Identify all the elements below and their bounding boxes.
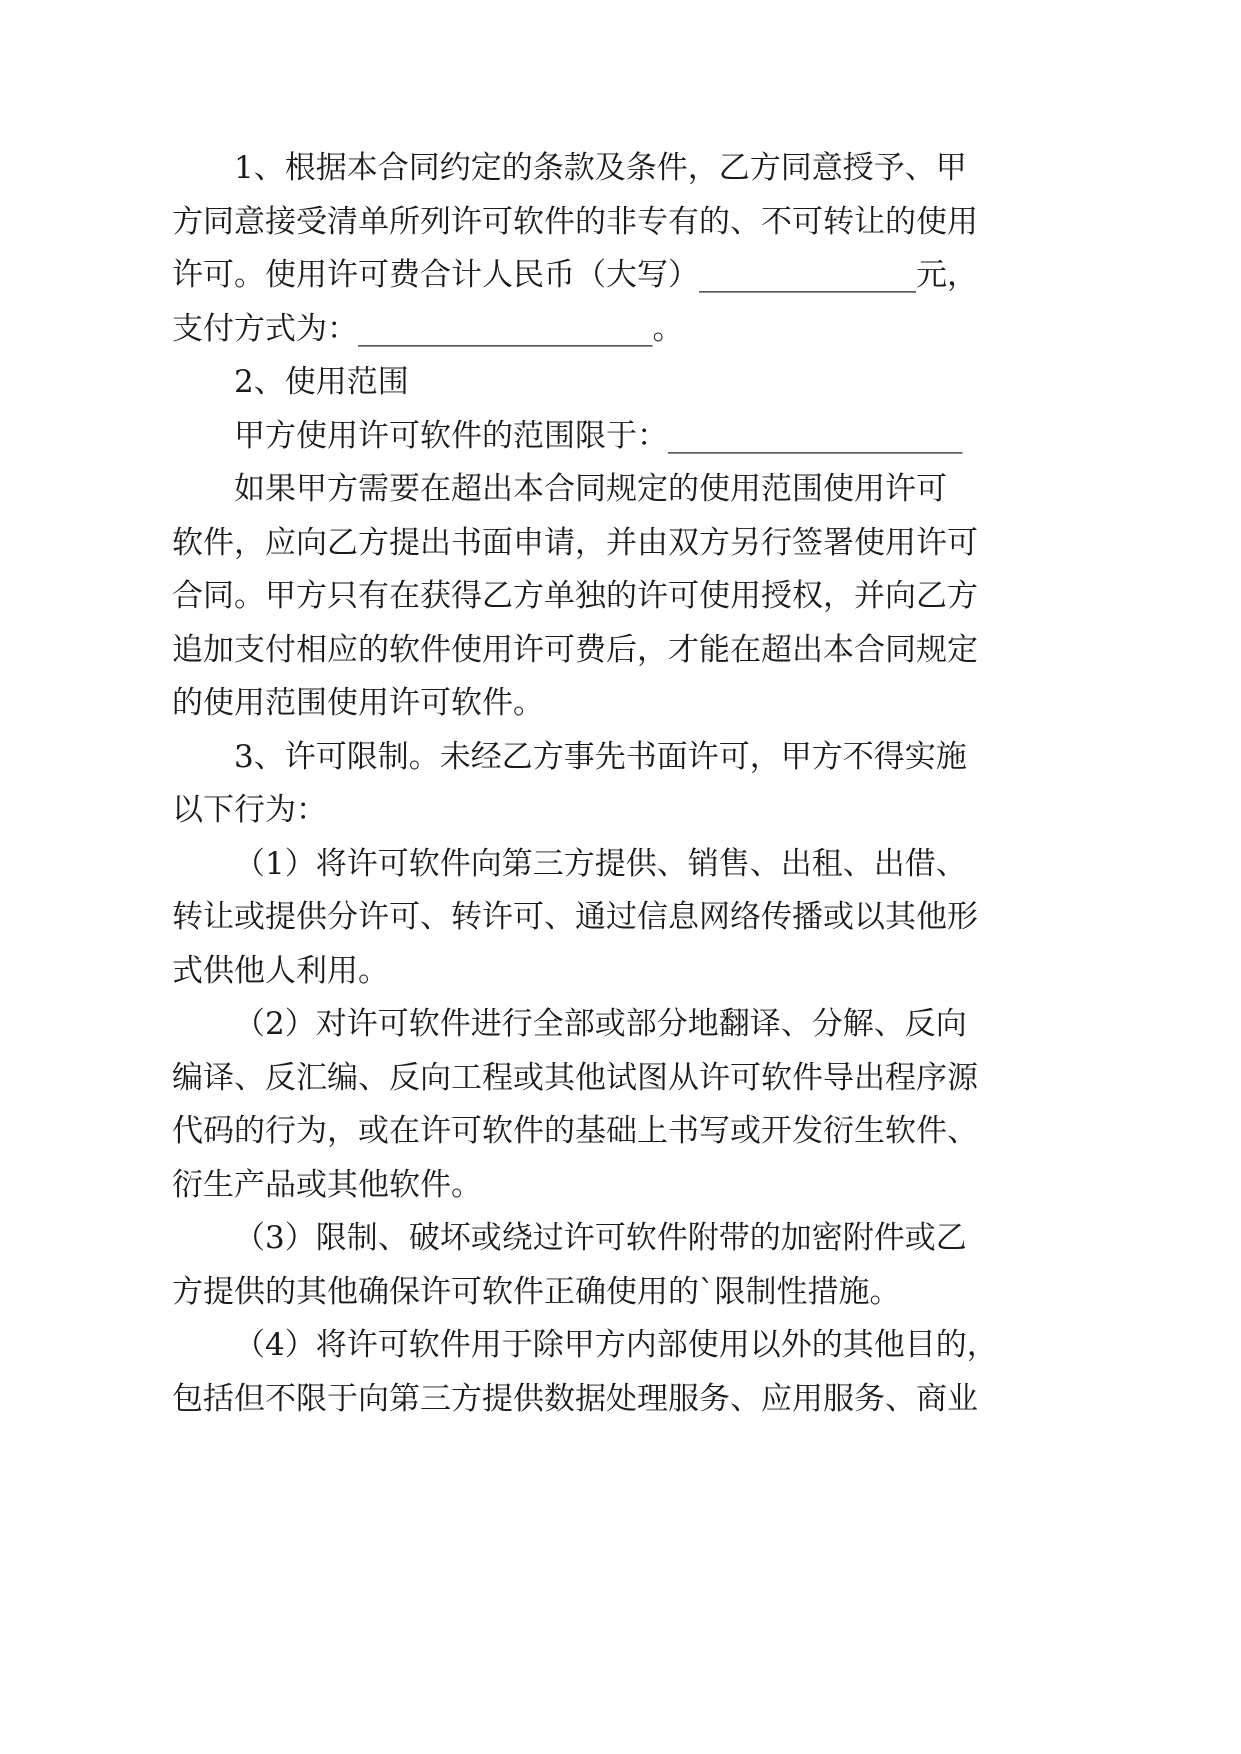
text-line: 的使用范围使用许可软件。 <box>172 685 544 721</box>
text-line: 2、使用范围 <box>234 364 409 400</box>
text-line: （1）将许可软件向第三方提供、销售、出租、出借、 <box>234 846 967 882</box>
text-line: 式供他人利用。 <box>172 953 389 989</box>
text-line: 方提供的其他确保许可软件正确使用的`限制性措施。 <box>172 1274 901 1310</box>
text-line: （2）对许可软件进行全部或部分地翻译、分解、反向 <box>234 1006 967 1042</box>
text-line: （4）将许可软件用于除甲方内部使用以外的其他目的， <box>234 1327 998 1363</box>
text-line: 衍生产品或其他软件。 <box>172 1167 482 1203</box>
text-line: 如果甲方需要在超出本合同规定的使用范围使用许可 <box>234 471 947 507</box>
text-line: 甲方使用许可软件的范围限于：___________________ <box>234 418 963 454</box>
text-line: 编译、反汇编、反向工程或其他试图从许可软件导出程序源 <box>172 1060 978 1096</box>
text-line: 合同。甲方只有在获得乙方单独的许可使用授权，并向乙方 <box>172 578 978 614</box>
text-line: 以下行为： <box>172 792 327 828</box>
text-line: 方同意接受清单所列许可软件的非专有的、不可转让的使用 <box>172 204 978 240</box>
text-line: 3、许可限制。未经乙方事先书面许可，甲方不得实施 <box>234 739 967 775</box>
text-line: 软件，应向乙方提出书面申请，并由双方另行签署使用许可 <box>172 525 978 561</box>
text-line: 支付方式为：___________________。 <box>172 311 684 347</box>
text-line: 1、根据本合同约定的条款及条件，乙方同意授予、甲 <box>234 150 967 186</box>
text-line: 追加支付相应的软件使用许可费后，才能在超出本合同规定 <box>172 632 978 668</box>
text-line: 许可。使用许可费合计人民币（大写）______________元， <box>172 257 978 293</box>
text-line: （3）限制、破坏或绕过许可软件附带的加密附件或乙 <box>234 1220 967 1256</box>
text-line: 转让或提供分许可、转许可、通过信息网络传播或以其他形 <box>172 899 978 935</box>
text-line: 代码的行为，或在许可软件的基础上书写或开发衍生软件、 <box>172 1113 978 1149</box>
text-line: 包括但不限于向第三方提供数据处理服务、应用服务、商业 <box>172 1381 978 1417</box>
